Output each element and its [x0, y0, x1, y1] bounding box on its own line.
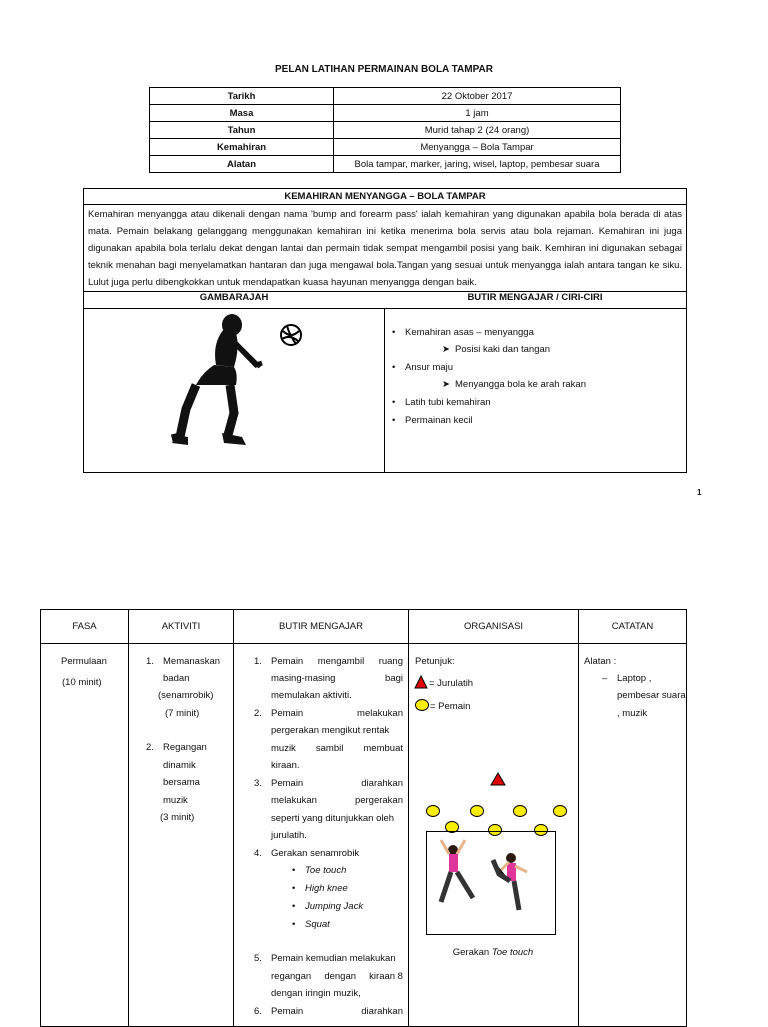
- list-item: • Ansur maju: [392, 362, 454, 373]
- list-item: •: [292, 901, 296, 912]
- list-item: •: [292, 865, 296, 876]
- text-line: pergerakan mengikut rentak: [271, 725, 390, 736]
- list-item: High knee: [305, 883, 348, 894]
- circle-icon: [414, 698, 430, 712]
- list-item: • Kemahiran asas – menyangga: [392, 327, 534, 338]
- text-line: Pemain diarahkan: [271, 778, 403, 789]
- info-key: Masa: [150, 105, 334, 122]
- activity-text: dinamik: [163, 760, 196, 771]
- legend-jurulatih: = Jurulatih: [429, 678, 474, 689]
- triangle-icon: [414, 675, 428, 689]
- toe-touch-image: [426, 831, 556, 935]
- table-header-row: [41, 610, 687, 644]
- table-row: [150, 122, 621, 139]
- list-item: • Permainan kecil: [392, 415, 473, 426]
- volleyball-player-illustration: [84, 309, 384, 473]
- header-catatan: CATATAN: [579, 610, 687, 644]
- header-fasa: FASA: [41, 610, 129, 644]
- header-aktiviti: AKTIVITI: [129, 610, 234, 644]
- text-line: regangan dengan kiraan 8: [271, 971, 403, 982]
- text-line: Gerakan senamrobik: [271, 848, 360, 859]
- table-row: [41, 644, 687, 1027]
- text-line: seperti yang ditunjukkan oleh: [271, 813, 395, 824]
- activity-text: Regangan: [163, 742, 207, 753]
- skill-box: [83, 188, 687, 473]
- legend-pemain: = Pemain: [430, 701, 471, 712]
- text-line: masing-masing bagi: [271, 673, 403, 684]
- butir-cell: [234, 644, 409, 1027]
- header-butir: BUTIR MENGAJAR: [234, 610, 409, 644]
- list-number: 3.: [254, 778, 262, 789]
- list-number: 1.: [254, 656, 262, 667]
- points-column-header: BUTIR MENGAJAR / CIRI-CIRI: [467, 292, 603, 303]
- list-number: 2.: [146, 742, 154, 753]
- info-table: [149, 87, 621, 173]
- text-line: memulakan aktiviti.: [271, 690, 352, 701]
- table-row: [150, 156, 621, 173]
- activity-text: (senamrobik): [158, 690, 214, 701]
- list-dash: –: [602, 673, 608, 684]
- list-item: Toe touch: [305, 865, 347, 876]
- list-number: 6.: [254, 1006, 262, 1017]
- activity-text: (3 minit): [160, 812, 195, 823]
- list-number: 1.: [146, 656, 154, 667]
- info-key: Alatan: [150, 156, 334, 173]
- text-line: jurulatih.: [271, 830, 307, 841]
- activity-text: muzik: [163, 795, 188, 806]
- organisasi-cell: [409, 644, 579, 1027]
- page-number: 1: [697, 488, 702, 497]
- pemain-marker: [554, 806, 567, 817]
- info-value: 1 jam: [334, 105, 621, 122]
- diagram-cell: [84, 309, 385, 473]
- activity-text: Memanaskan: [163, 656, 221, 667]
- list-item: Squat: [305, 919, 330, 930]
- page-title: PELAN LATIHAN PERMAINAN BOLA TAMPAR: [275, 64, 493, 75]
- lesson-table: [40, 609, 687, 1027]
- table-row: [150, 139, 621, 156]
- text-line: Pemain diarahkan: [271, 1006, 403, 1017]
- catatan-label: Alatan :: [584, 656, 617, 667]
- list-number: 5.: [254, 953, 262, 964]
- info-value: Murid tahap 2 (24 orang): [334, 122, 621, 139]
- fasa-name: Permulaan: [61, 656, 107, 667]
- list-item: pembesar suara: [617, 690, 686, 701]
- list-number: 4.: [254, 848, 262, 859]
- list-item: Laptop ,: [617, 673, 652, 684]
- table-row: [150, 88, 621, 105]
- info-key: Tahun: [150, 122, 334, 139]
- info-value: 22 Oktober 2017: [334, 88, 621, 105]
- fasa-duration: (10 minit): [62, 677, 102, 688]
- list-number: 2.: [254, 708, 262, 719]
- skill-heading: KEMAHIRAN MENYANGGA – BOLA TAMPAR: [84, 189, 686, 205]
- catatan-cell: [579, 644, 687, 1027]
- formation-diagram: [410, 725, 576, 845]
- skill-paragraph: Kemahiran menyangga atau dikenali dengan nama 'bump and forearm pass' ialah kemahiran yang digunakan apabila bola berada di atas mata. Pemain belakang gelanggang menggunakan kemahiran ini ketika menerima bola servis atau bola rejaman. Kemahiran ini juga digunakan apabila bola terlalu dekat dengan lantai dan permain tidak sempat mengambil posisi yang baik. Kemhiran ini digunakan sebagai teknik menahan bagi menyelamatkan hantaran dan juga mengawal bola.Tangan yang sesuai untuk menyangga ialah antara tangan ke siku. Lulut juga perlu dibengkokkan untuk mendapatkan kuasa hayunan menyangga dengan baik.: [84, 205, 686, 292]
- text-line: Pemain kemudian melakukan: [271, 953, 396, 964]
- text-line: kiraan.: [271, 760, 300, 771]
- list-item: Jumping Jack: [305, 901, 364, 912]
- activity-text: bersama: [163, 777, 200, 788]
- header-organisasi: ORGANISASI: [409, 610, 579, 644]
- info-key: Tarikh: [150, 88, 334, 105]
- activity-text: badan: [163, 673, 190, 684]
- text-line: dengan iringin muzik,: [271, 988, 361, 999]
- text-line: Pemain melakukan: [271, 708, 403, 719]
- teaching-points: [385, 309, 686, 473]
- list-item: •: [292, 883, 296, 894]
- image-caption: Gerakan Toe touch: [452, 947, 534, 958]
- legend-title: Petunjuk:: [415, 656, 455, 667]
- list-item: ➤ Menyangga bola ke arah rakan: [442, 379, 586, 390]
- list-item: ➤ Posisi kaki dan tangan: [442, 344, 551, 355]
- list-item: , muzik: [617, 708, 648, 719]
- activity-text: (7 minit): [165, 708, 200, 719]
- table-row: [150, 105, 621, 122]
- list-item: • Latih tubi kemahiran: [392, 397, 491, 408]
- pemain-marker: [471, 806, 484, 817]
- jurulatih-marker: [491, 773, 505, 785]
- info-key: Kemahiran: [150, 139, 334, 156]
- diagram-column-header: GAMBARAJAH: [199, 292, 269, 303]
- info-value: Menyangga – Bola Tampar: [334, 139, 621, 156]
- list-item: •: [292, 919, 296, 930]
- aktiviti-cell: [129, 644, 234, 1027]
- info-value: Bola tampar, marker, jaring, wisel, laptop, pembesar suara: [334, 156, 621, 173]
- text-line: melakukan pergerakan: [271, 795, 403, 806]
- skill-subheader: [84, 292, 686, 309]
- text-line: Pemain mengambil ruang: [271, 656, 403, 667]
- pemain-marker: [427, 806, 440, 817]
- pemain-marker: [514, 806, 527, 817]
- text-line: muzik sambil membuat: [271, 743, 403, 754]
- fasa-cell: [41, 644, 129, 1027]
